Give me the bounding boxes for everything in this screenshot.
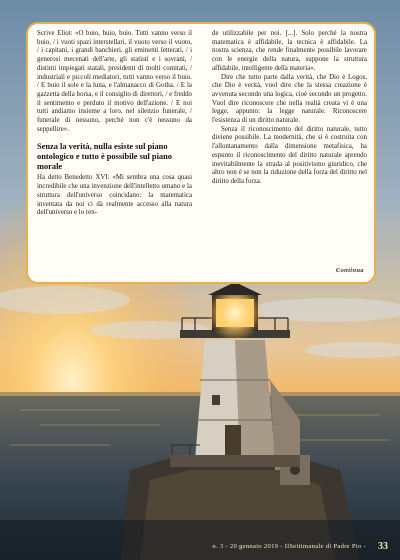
page-number: 33 (378, 541, 388, 552)
logos-paragraph: Dire che tutto parte dalla verità, che Dio è Logos, che Dio è verità, vuol dire che la stessa creazione è avvenuta secondo una logica, cioè secondo un progetto. Vuol dire riconoscere che nella realtà creata vi è una legge, appunto: la legge naturale. Riconoscere l'esistenza di un diritto naturale. (212, 73, 367, 125)
eliot-quote-paragraph: Scrive Eliot: «O buio, buio, buio. Tutti vanno verso il buio, / i vuoti spazi interstellari, il vuoto verso il vuoto, / i capitani, i grandi banchieri, gli eminenti letterati, / i generosi mecenati dell'arte, gli statisti e i sovrani, / distinti impiegati statali, presidenti di molti comitati, / industriali e piccoli mediatori, tutti vanno verso il buio. / E buio il sole e la luna, e l'almanacco di Gotha. / E la gazzetta della borsa, e il consiglio di direttori, / e freddo il sentimento e perduto il motivo dell'azione. / E noi tutti andiamo insieme a loro, nel silenzio funerale, / funerale di nessuno, perché non c'è nessuno da seppellire». (37, 30, 192, 133)
issue-line: n. 3 - 20 gennaio 2019 - IlSettimanale di Padre Pio - (212, 543, 366, 550)
article-left-column (37, 30, 192, 218)
article-right-column (212, 30, 367, 187)
continua-label: Continua (335, 267, 364, 274)
continuation-paragraph: de utilizzabile per noi. [...]. Solo perché la nostra matematica è affidabile, la tecnica è affidabile. La nostra scienza, che rende finalmente possibile lavorare con le energie della natura, suppone la struttura affidabile, intelligente della materia». (212, 30, 367, 72)
section-heading: Senza la verità, nulla esiste sul piano ontologico e tutto è possibile sul piano morale (37, 142, 172, 172)
page-footer (0, 538, 400, 560)
benedict-quote-paragraph: Ha detto Benedetto XVI: «Mi sembra una cosa quasi incredibile che una invenzione dell'intelletto umano e la struttura dell'universo coincidano: la matematica inventata da noi ci dà realmente accesso alla natura dell'universo e lo ren- (37, 174, 192, 217)
article-text-box (26, 22, 376, 284)
natural-law-paragraph: Senza il riconoscimento del diritto naturale, tutto diviene possibile. La modernità, che si è costruita con l'allontanamento dalla dimensione metafisica, ha espunto il riconoscimento del diritto naturale aprendo inevitabilmente la strada al positivismo giuridico, che altro non è se non la riduzione della forza del diritto nel diritto della forza. (212, 125, 367, 185)
